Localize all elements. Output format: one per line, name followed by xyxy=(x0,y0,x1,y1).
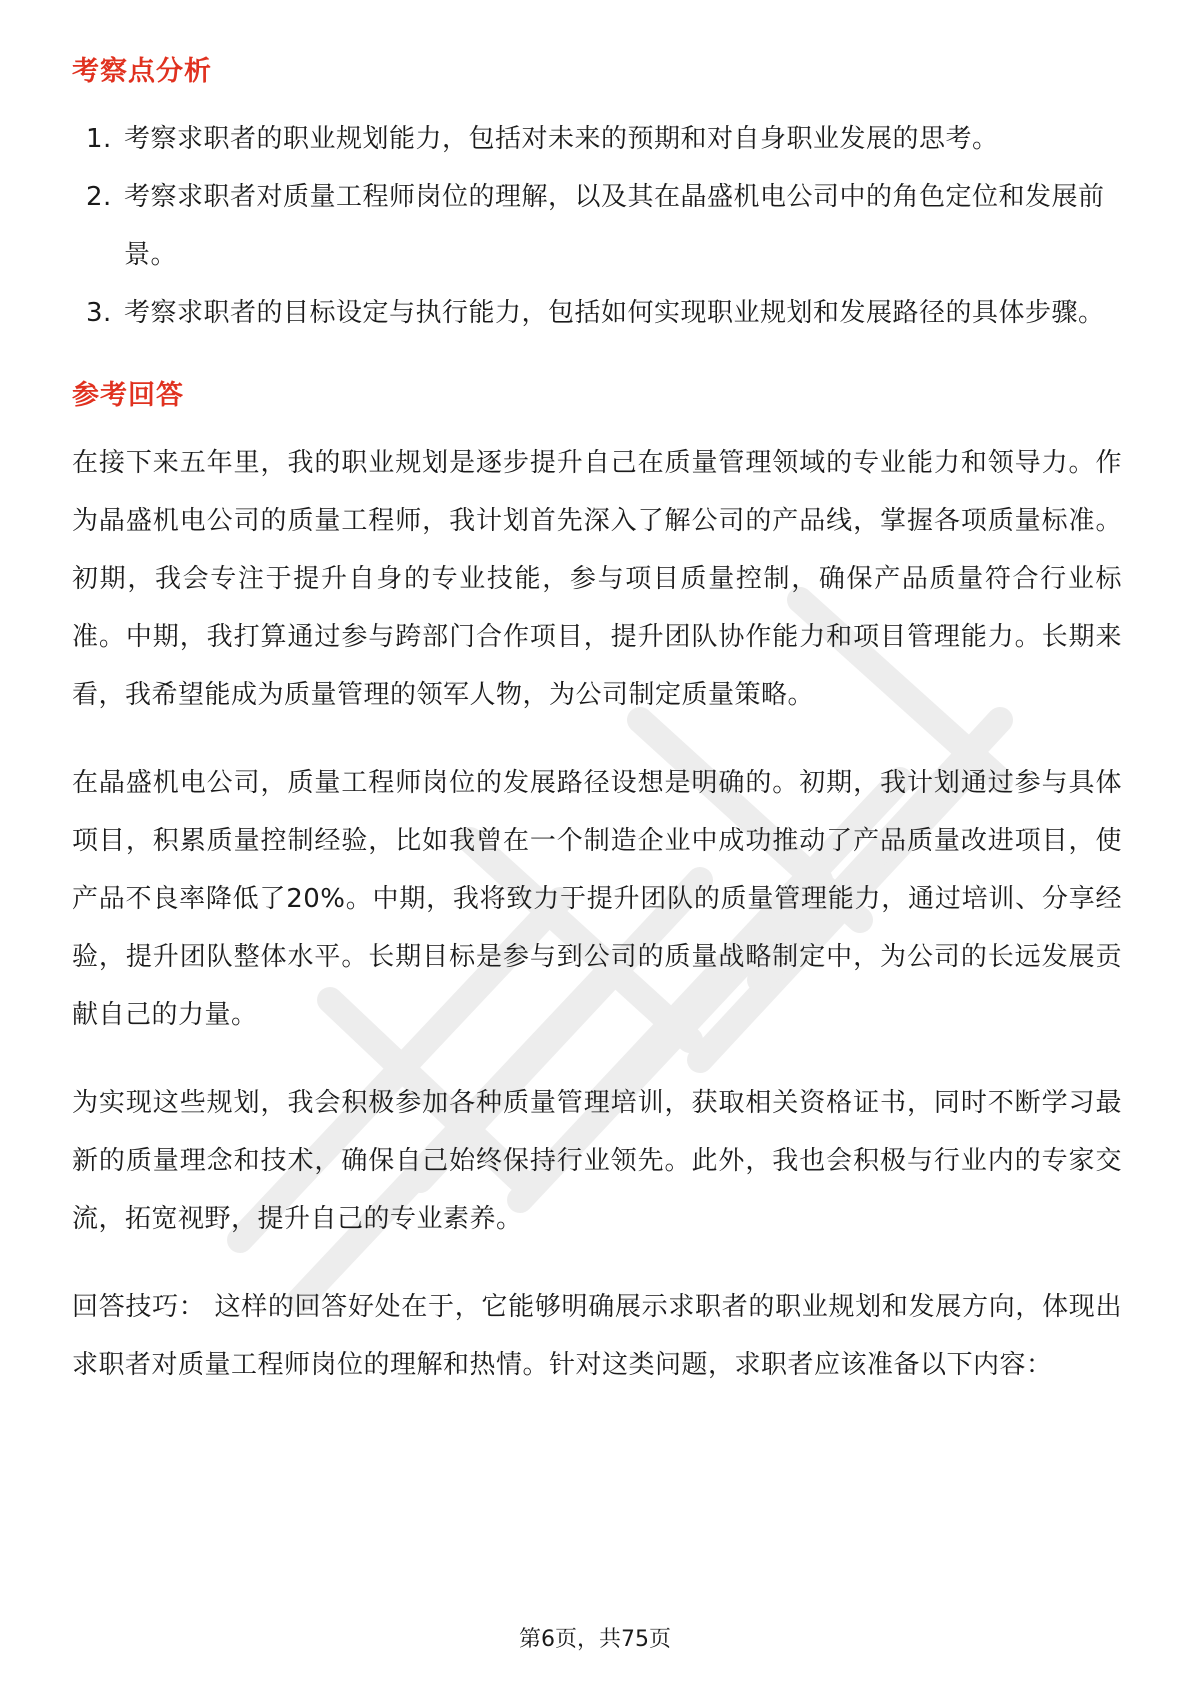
list-item xyxy=(72,284,1122,342)
analysis-heading: 考察点分析 xyxy=(72,56,212,87)
page-number: 第6页，共75页 xyxy=(519,1627,671,1652)
answer-tips-paragraph: 回答技巧： 这样的回答好处在于，它能够明确展示求职者的职业规划和发展方向，体现出求职者对质量工程师岗位的理解和热情。针对这类问题，求职者应该准备以下内容： xyxy=(72,1292,1122,1380)
analysis-list xyxy=(72,110,1122,342)
list-item-text: 考察求职者对质量工程师岗位的理解，以及其在晶盛机电公司中的角色定位和发展前景。 xyxy=(124,182,1105,270)
list-item-text: 考察求职者的目标设定与执行能力，包括如何实现职业规划和发展路径的具体步骤。 xyxy=(124,298,1105,328)
answer-paragraph: 在晶盛机电公司，质量工程师岗位的发展路径设想是明确的。初期，我计划通过参与具体项目，积累质量控制经验，比如我曾在一个制造企业中成功推动了产品质量改进项目，使产品不良率降低了20%。中期，我将致力于提升团队的质量管理能力，通过培训、分享经验，提升团队整体水平。长期目标是参与到公司的质量战略制定中，为公司的长远发展贡献自己的力量。 xyxy=(72,768,1122,1030)
list-item-number: 1. xyxy=(86,124,112,154)
list-item xyxy=(72,168,1122,284)
content-area xyxy=(72,48,1122,1424)
list-item-number: 2. xyxy=(86,182,112,212)
answer-paragraph: 为实现这些规划，我会积极参加各种质量管理培训，获取相关资格证书，同时不断学习最新的质量理念和技术，确保自己始终保持行业领先。此外，我也会积极与行业内的专家交流，拓宽视野，提升自己的专业素养。 xyxy=(72,1088,1122,1234)
list-item-number: 3. xyxy=(86,298,112,328)
list-item xyxy=(72,110,1122,168)
answer-paragraph: 在接下来五年里，我的职业规划是逐步提升自己在质量管理领域的专业能力和领导力。作为晶盛机电公司的质量工程师，我计划首先深入了解公司的产品线，掌握各项质量标准。初期，我会专注于提升自身的专业技能，参与项目质量控制，确保产品质量符合行业标准。中期，我打算通过参与跨部门合作项目，提升团队协作能力和项目管理能力。长期来看，我希望能成为质量管理的领军人物，为公司制定质量策略。 xyxy=(72,448,1122,710)
answer-heading: 参考回答 xyxy=(72,380,184,411)
list-item-text: 考察求职者的职业规划能力，包括对未来的预期和对自身职业发展的思考。 xyxy=(124,124,999,154)
